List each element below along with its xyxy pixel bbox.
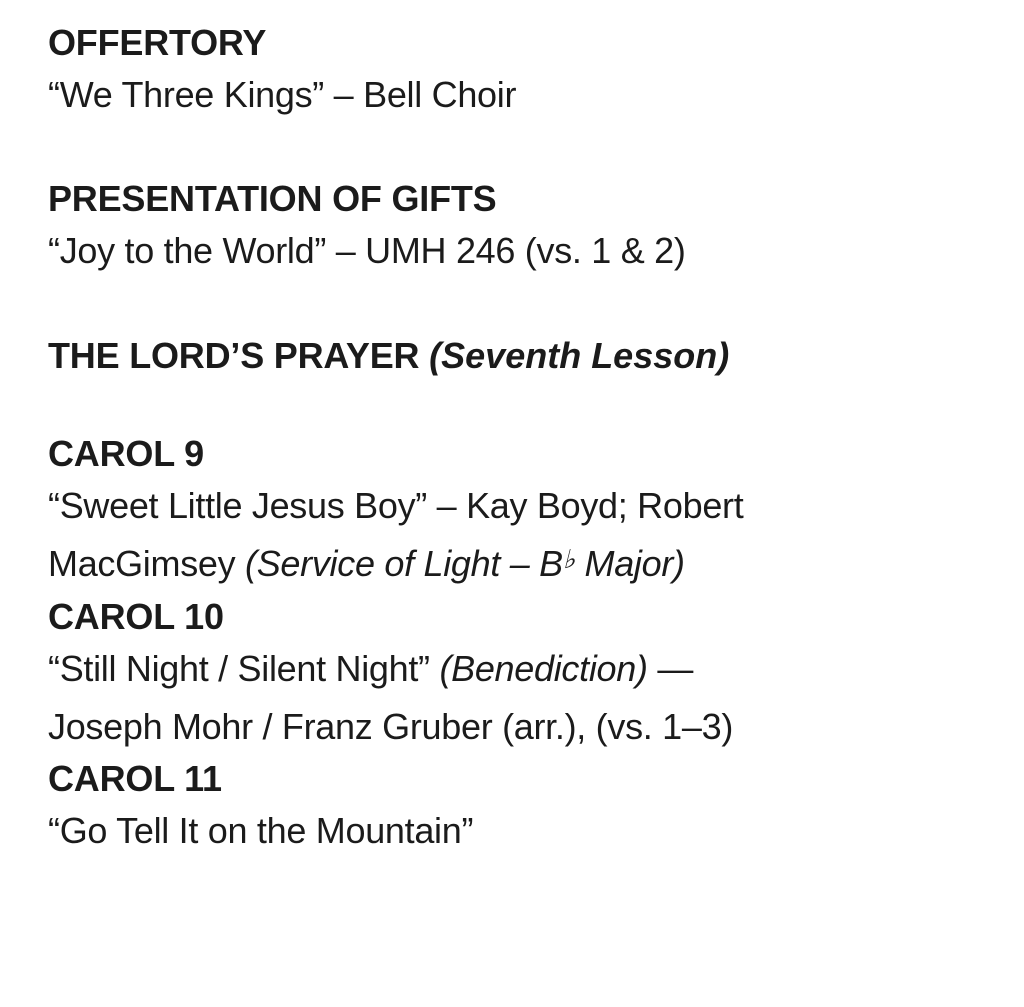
heading-main-text: THE LORD’S PRAYER bbox=[48, 334, 420, 376]
section-line-carol11-1: “Go Tell It on the Mountain” bbox=[48, 810, 474, 852]
section-offertory bbox=[48, 20, 976, 124]
carol10-dash: — bbox=[657, 647, 694, 689]
section-line-gifts-1: “Joy to the World” – UMH 246 (vs. 1 & 2) bbox=[48, 230, 686, 272]
section-line-carol9-2 bbox=[48, 535, 976, 593]
section-line-carol10-2: Joseph Mohr / Franz Gruber (arr.), (vs. 1–3) bbox=[48, 705, 734, 747]
section-heading-presentation-of-gifts: PRESENTATION OF GIFTS bbox=[48, 178, 497, 220]
section-carol-10 bbox=[48, 594, 976, 757]
service-note-a: (Service of Light – B bbox=[245, 543, 563, 585]
section-heading-the-lords-prayer bbox=[48, 333, 976, 379]
heading-italic-suffix: (Seventh Lesson) bbox=[429, 334, 730, 376]
flat-symbol: ♭ bbox=[562, 546, 575, 575]
section-spacer bbox=[48, 281, 976, 333]
section-spacer bbox=[48, 124, 976, 176]
composer-name: MacGimsey bbox=[48, 543, 236, 585]
carol10-title: “Still Night / Silent Night” bbox=[48, 647, 430, 689]
carol10-note: (Benediction) bbox=[439, 647, 648, 689]
section-heading-carol-10: CAROL 10 bbox=[48, 595, 224, 637]
section-heading-carol-9: CAROL 9 bbox=[48, 432, 204, 474]
section-line-offertory-1: “We Three Kings” – Bell Choir bbox=[48, 74, 517, 116]
section-the-lords-prayer bbox=[48, 333, 976, 379]
section-spacer bbox=[48, 379, 976, 431]
section-line-carol9-1: “Sweet Little Jesus Boy” – Kay Boyd; Robert bbox=[48, 484, 744, 526]
service-note-b: Major) bbox=[574, 543, 685, 585]
section-presentation-of-gifts bbox=[48, 176, 976, 280]
section-line-carol10-1 bbox=[48, 640, 976, 698]
section-carol-11 bbox=[48, 756, 976, 860]
section-heading-carol-11: CAROL 11 bbox=[48, 758, 222, 800]
section-carol-9 bbox=[48, 431, 976, 594]
section-heading-offertory: OFFERTORY bbox=[48, 22, 267, 63]
